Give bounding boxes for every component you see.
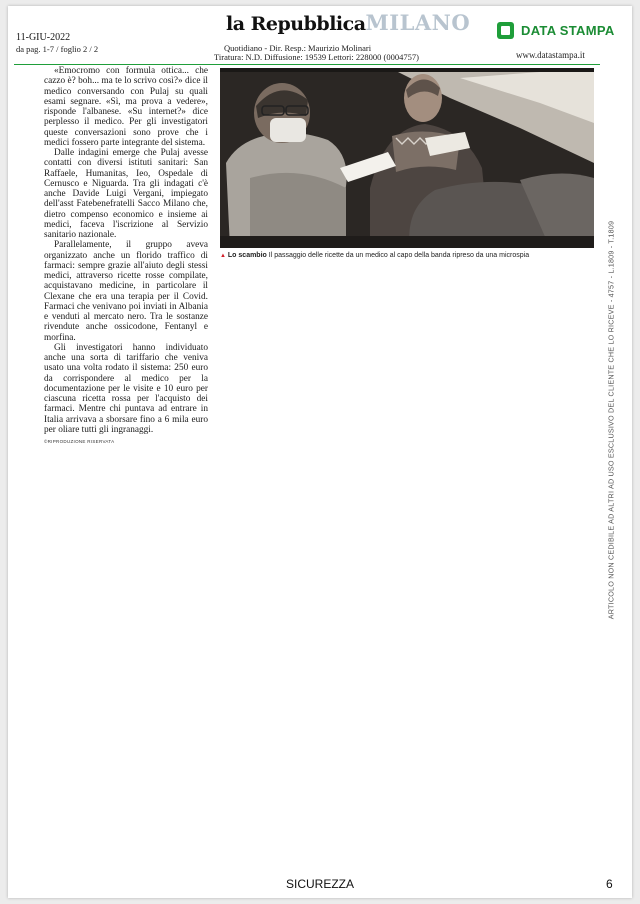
section-label: SICUREZZA (285, 877, 354, 891)
brand-name: DATA STAMPA (521, 23, 615, 38)
data-stampa-brand (497, 22, 615, 39)
logo-main: la Repubblica (226, 13, 366, 35)
brand-url: www.datastampa.it (516, 50, 585, 60)
caption-text: Il passaggio delle ricette da un medico al capo della banda ripreso da una microspia (266, 252, 530, 259)
side-note-text: ARTICOLO NON CEDIBILE AD ALTRI AD USO ESCLUSIVO DEL CLIENTE CHE LO RICEVE - 4757 - L.1809 - T.1809 (606, 220, 616, 620)
clipping-pages: da pag. 1-7 / foglio 2 / 2 (16, 44, 99, 54)
article-paragraph: Dalle indagini emerge che Pulaj avesse contatti con diversi istituti sanitari: San Raffaele, Humanitas, Ieo, Ospedale di Cernusco e Niguarda. Tra gli indagati c'è anche Davide Luigi Vergani, impiegato dell'asst Fatebenefratelli Sacco Milano che, dietro compenso economico e insieme ai medici, faceva l'iscrizione al Servizio sanitario nazionale. (44, 148, 208, 240)
newspaper-logo (226, 10, 470, 35)
article-photo (220, 68, 594, 248)
article-paragraph: Gli investigatori hanno individuato anche una sorta di tariffario che veniva usato una volta rodato il sistema: 250 euro da corrispondere al medico per la documentazione per le visite e 10 euro per ciascuna ricetta rossa per l'acquisto dei farmaci. Mentre chi puntava ad entrare in Italia arrivava a sborsare fino a 6 mila euro per oliare tutti gli ingranaggi. (44, 342, 208, 435)
copyright-notice: ©RIPRODUZIONE RISERVATA (44, 439, 115, 444)
caption-title: Lo scambio (227, 252, 267, 259)
header-divider (14, 64, 600, 65)
caption-triangle-icon: ▲ (220, 253, 226, 259)
article-column (44, 66, 208, 447)
clipping-date: 11-GIU-2022 (16, 32, 71, 43)
article-paragraph: «Emocromo con formula ottica... che cazzo è? boh... ma te lo scrivo così?» dice il medico conversando con Pulaj su quali esami segnare. «Sì, ma prova a vedere», risponde l'albanese. «Su internet?» dice perplesso il medico. Per gli investigatori queste conversazioni sono prove che i medici fossero parte integrante del sistema. (44, 66, 208, 148)
newspaper-meta: Quotidiano - Dir. Resp.: Maurizio Molinari (224, 43, 372, 53)
article-paragraph: Parallelamente, il gruppo aveva organizzato anche un florido traffico di farmaci: sempre grazie all'aiuto degli stessi medici, attraverso ricette rosse compilate, acquistavano medicine, in particolare il Clexane che era una terapia per il Covid. Farmaci che venivano poi inviati in Albania e venduti al mercato nero. Tra le sostanze rivendute anche ossicodone, Fentanyl e morfina. (44, 240, 208, 343)
photo-illustration (220, 68, 594, 248)
side-note (604, 210, 618, 630)
page-number: 6 (606, 877, 613, 891)
logo-city: MILANO (365, 10, 471, 35)
circulation-meta: Tiratura: N.D. Diffusione: 19539 Lettori: 228000 (0004757) (214, 52, 419, 62)
data-stampa-icon (497, 22, 514, 39)
photo-caption (220, 252, 600, 259)
